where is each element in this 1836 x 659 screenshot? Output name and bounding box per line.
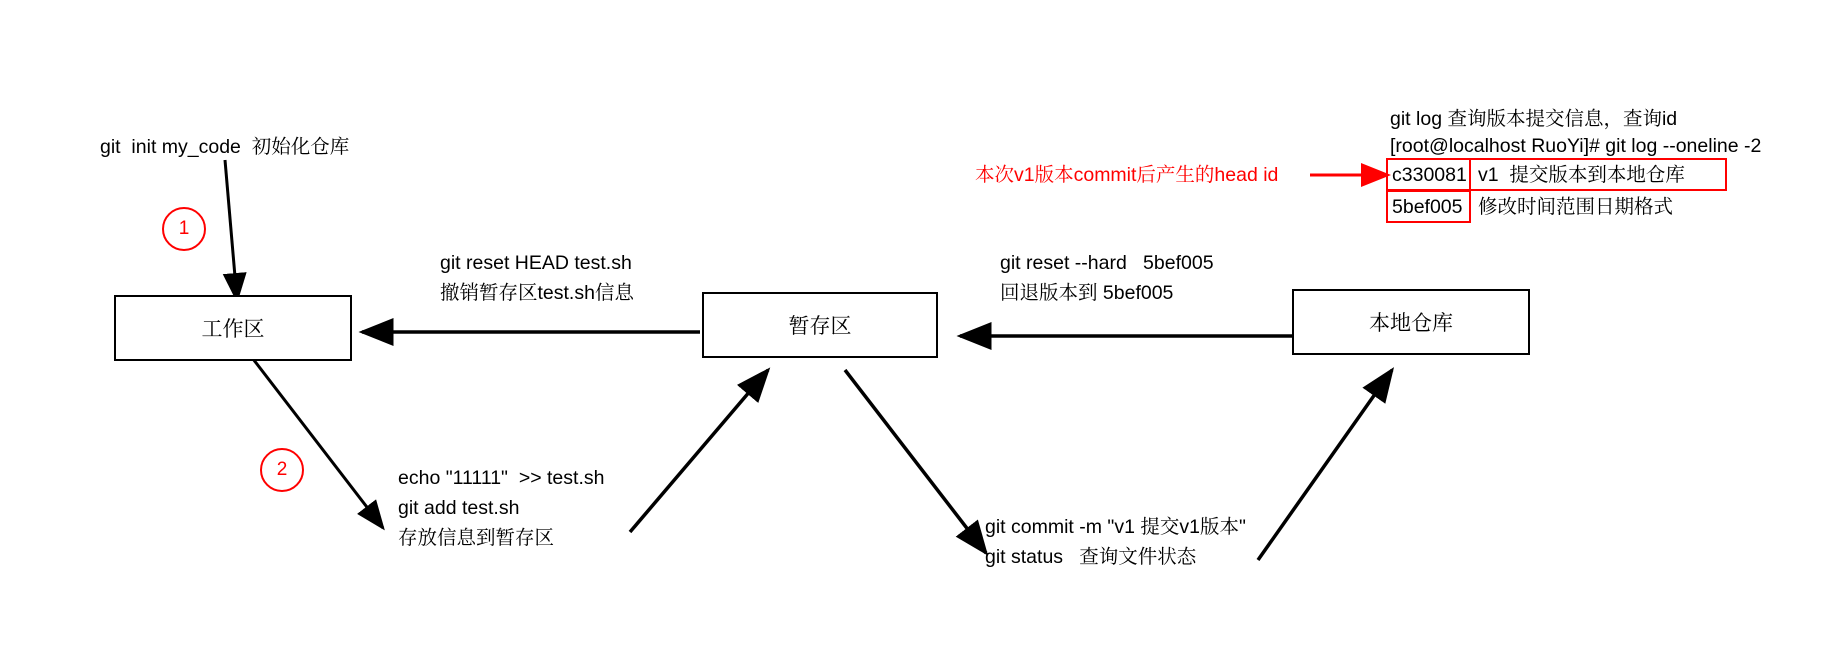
annotation-add-line2: git add test.sh <box>398 497 520 519</box>
box-local-repo-label: 本地仓库 <box>1369 312 1453 335</box>
marker-2 <box>260 448 304 492</box>
annotation-head-note: 本次v1版本commit后产生的head id <box>975 164 1279 186</box>
box-staging <box>702 292 938 358</box>
annotation-reset-head-line1: git reset HEAD test.sh <box>440 252 632 274</box>
box-staging-label: 暂存区 <box>788 315 852 338</box>
marker-1 <box>162 207 206 251</box>
arrow-add-to-staging <box>630 370 768 532</box>
annotation-add-line1: echo "11111" >> test.sh <box>398 467 605 489</box>
marker-1-label: 1 <box>178 218 190 239</box>
log-entry-2-message: 修改时间范围日期格式 <box>1478 196 1674 218</box>
annotation-add-line3: 存放信息到暂存区 <box>398 527 555 549</box>
box-local-repo <box>1292 289 1530 355</box>
log-entry-1-hash: c330081 <box>1392 164 1467 186</box>
arrow-commit-to-repo <box>1258 370 1392 560</box>
log-entry-1-message: v1 提交版本到本地仓库 <box>1478 164 1685 186</box>
annotation-log-line2: [root@localhost RuoYi]# git log --oneline -2 <box>1390 135 1762 157</box>
annotation-reset-hard-line2: 回退版本到 5bef005 <box>1000 282 1174 304</box>
log-entry-2-hash: 5bef005 <box>1392 196 1463 218</box>
annotation-log-line1: git log 查询版本提交信息，查询id <box>1390 108 1678 130</box>
annotation-reset-head-line2: 撤销暂存区test.sh信息 <box>440 282 634 304</box>
arrow-init <box>225 160 237 300</box>
annotation-reset-hard-line1: git reset --hard 5bef005 <box>1000 252 1214 274</box>
marker-2-label: 2 <box>276 459 288 480</box>
arrow-commit <box>845 370 986 553</box>
box-workspace-label: 工作区 <box>201 318 265 341</box>
log-entry-1-hash-highlight <box>1386 158 1471 191</box>
annotation-commit-line1: git commit -m "v1 提交v1版本" <box>985 516 1246 538</box>
box-workspace <box>114 295 352 361</box>
arrow-add <box>250 355 383 528</box>
annotation-init: git init my_code 初始化仓库 <box>100 136 350 158</box>
annotation-commit-line2: git status 查询文件状态 <box>985 546 1197 568</box>
